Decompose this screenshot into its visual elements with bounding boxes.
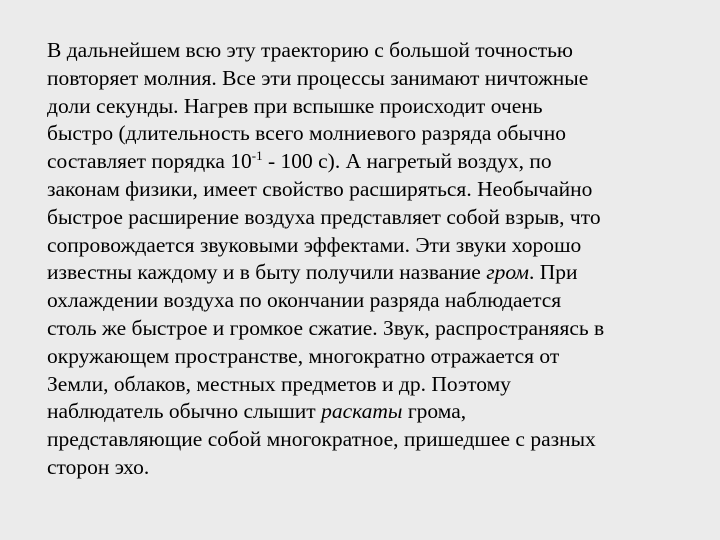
text-line — [47, 93, 687, 121]
text-segment: В дальнейшем всю эту траекторию с большой точностью — [47, 38, 573, 62]
text-line — [47, 287, 687, 315]
text-line — [47, 176, 687, 204]
text-segment: представляющие собой многократное, пришедшее с разных — [47, 427, 596, 452]
superscript-exponent: -1 — [251, 148, 263, 164]
text-segment: Земли, облаков, местных предметов и др. Поэтому — [47, 371, 511, 396]
body-text — [47, 37, 687, 482]
text-line — [47, 398, 687, 426]
text-line — [47, 343, 687, 371]
text-segment: повторяет молния. Все эти процессы занимают ничтожные — [47, 65, 589, 90]
text-line — [47, 426, 687, 454]
text-segment: сторон эхо. — [47, 454, 150, 479]
text-line — [47, 259, 687, 287]
text-segment: . При — [528, 260, 578, 285]
text-line — [47, 148, 687, 176]
italic-term-thunder: гром — [486, 260, 529, 285]
text-segment: быстрое расширение воздуха представляет собой взрыв, что — [47, 204, 601, 229]
text-segment: наблюдатель обычно слышит — [47, 399, 322, 424]
text-segment: столь же быстрое и громкое сжатие. Звук, распространяясь в — [47, 315, 605, 340]
text-line — [47, 232, 687, 260]
italic-term-peals: раскаты — [321, 399, 403, 424]
text-segment: сопровождается звуковыми эффектами. Эти звуки хорошо — [47, 232, 582, 257]
text-segment: составляет порядка 10 — [47, 149, 252, 174]
text-segment: грома, — [402, 399, 467, 424]
text-segment: - 100 с). А нагретый воздух, по — [262, 149, 552, 174]
text-line — [47, 204, 687, 232]
text-segment: законам физики, имеет свойство расширяться. Необычайно — [47, 176, 593, 201]
text-segment: известны каждому и в быту получили название — [47, 260, 487, 285]
text-line — [47, 120, 687, 148]
text-segment: быстро (длительность всего молниевого разряда обычно — [47, 121, 566, 146]
text-line — [47, 37, 687, 65]
text-segment: охлаждении воздуха по окончании разряда наблюдается — [47, 288, 562, 313]
text-line — [47, 315, 687, 343]
text-segment: доли секунды. Нагрев при вспышке происходит очень — [47, 93, 543, 118]
text-line — [47, 454, 687, 482]
text-line — [47, 371, 687, 399]
text-line — [47, 65, 687, 93]
text-segment: окружающем пространстве, многократно отражается от — [47, 343, 560, 368]
